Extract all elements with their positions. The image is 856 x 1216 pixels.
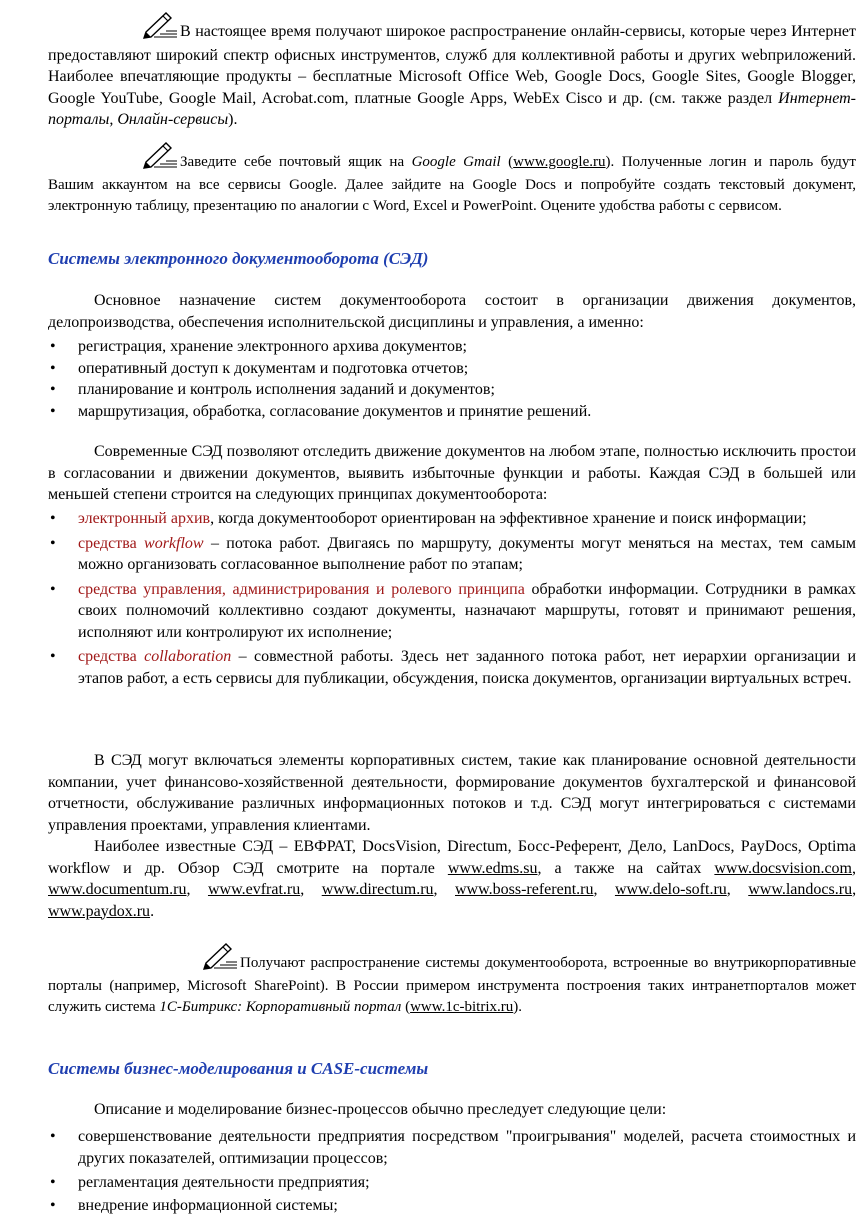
principle-term: средства [78, 535, 144, 552]
list-item-text: внедрение информационной системы; [78, 1197, 338, 1214]
bullet: • [50, 533, 56, 555]
bullet: • [50, 358, 56, 380]
paragraph-corporate-elements: В СЭД могут включаться элементы корпоративных систем, такие как планирование основной деятельности компании, учет финансово-хозяйственной деятельности, формирование документов бухгалтерской и финансовой отчетности, обслуживание различных информационных потоков и т.д. СЭД могут интегрироваться с системами управления проектами, управления клиентами. [48, 750, 856, 836]
link-paydox[interactable]: www.paydox.ru [48, 903, 150, 920]
principle-term: средства управления, администрирования и ролевого принципа [78, 581, 525, 598]
bullet: • [50, 336, 56, 358]
list-sed-functions [48, 336, 856, 422]
section-heading-business-modeling: Системы бизнес-моделирования и CASE-системы [48, 1059, 428, 1079]
principle-term-italic: workflow [144, 535, 204, 552]
list-item-text: регламентация деятельности предприятия; [78, 1174, 370, 1191]
list-item-text: – потока работ. Двигаясь по маршруту, документы могут меняться на местах, тем самым можно организовать согласованное выполнение работ по этапам; [78, 535, 856, 574]
list-item-text: , когда документооборот ориентирован на эффективное хранение и поиск информации; [210, 510, 807, 527]
pencil-note-icon [154, 941, 238, 976]
section-heading-sed: Системы электронного документооборота (СЭД) [48, 249, 428, 269]
separator: , [434, 881, 455, 898]
service-name: Google Gmail [412, 154, 501, 170]
list-item [48, 646, 856, 689]
link-edms[interactable]: www.edms.su [448, 860, 538, 877]
list-item-text: планирование и контроль исполнения заданий и документов; [78, 381, 495, 398]
link-bitrix[interactable]: www.1c-bitrix.ru [410, 999, 513, 1015]
paragraph-text: ). Полученные логин и пароль будут Вашим аккаунтом на все сервисы Google. Далее зайдите на Google Docs и попробуйте создать текстовый документ, электронную таблицу, презентацию по аналогии с Word, Excel и PowerPoint. Оцените удобства работы с сервисом. [48, 154, 856, 214]
list-item [48, 1126, 856, 1169]
period: . [150, 903, 154, 920]
list-item-text: оперативный доступ к документам и подготовка отчетов; [78, 360, 468, 377]
paren: ( [401, 999, 410, 1015]
pencil-note-icon [94, 140, 178, 175]
list-item [48, 579, 856, 644]
paragraph-gmail-task [48, 140, 856, 217]
paragraph-known-sed [48, 836, 856, 922]
list-item-text: маршрутизация, обработка, согласование документов и принятие решений. [78, 403, 591, 420]
paragraph-text: , а также на сайтах [537, 860, 714, 877]
separator: , [187, 881, 208, 898]
link-documentum[interactable]: www.documentum.ru [48, 881, 187, 898]
list-item [48, 533, 856, 576]
separator: , [593, 881, 614, 898]
separator: , [300, 881, 321, 898]
bullet: • [50, 1126, 56, 1148]
link-docsvision[interactable]: www.docsvision.com [714, 860, 852, 877]
paragraph-text: Заведите себе почтовый ящик на [180, 154, 412, 170]
paren: ( [501, 154, 513, 170]
paragraph-sed-purpose: Основное назначение систем документооборота состоит в организации движения документов, делопроизводства, обеспечения исполнительской дисциплины и управления, а именно: [48, 290, 856, 333]
bullet: • [50, 379, 56, 401]
paragraph-online-services [48, 10, 856, 131]
list-item [48, 1195, 856, 1216]
pencil-note-icon [94, 10, 178, 45]
list-modeling-goals [48, 1126, 856, 1216]
list-item-text: совершенствование деятельности предприятия посредством "проигрывания" моделей, расчета стоимостных и других показателей, оптимизации процессов; [78, 1128, 856, 1167]
paragraph-modern-sed: Современные СЭД позволяют отследить движение документов на любом этапе, полностью исключить простои в согласовании и движении документов, выявить избыточные функции и работы. Каждая СЭД в большей или меньшей степени строится на следующих принципах документооборота: [48, 441, 856, 506]
section-reference: Интернет-порталы, Онлайн-сервисы [48, 90, 856, 129]
principle-term: средства [78, 648, 144, 665]
link-google[interactable]: www.google.ru [513, 154, 605, 170]
list-item-text: – совместной работы. Здесь нет заданного потока работ, нет иерархии организации и этапов работ, а есть сервисы для публикации, обсуждения, поиска документов, организации виртуальных встреч. [78, 648, 856, 687]
list-item [48, 1172, 856, 1194]
bullet: • [50, 1195, 56, 1216]
link-boss-referent[interactable]: www.boss-referent.ru [455, 881, 593, 898]
link-directum[interactable]: www.directum.ru [322, 881, 434, 898]
list-item [48, 508, 856, 530]
bullet: • [50, 508, 56, 530]
bullet: • [50, 646, 56, 668]
list-item [48, 379, 856, 401]
list-sed-principles [48, 508, 856, 689]
paragraph-text: Наиболее известные СЭД – ЕВФРАТ, DocsVision, Directum, Босс-Референт, Дело, LanDocs, PayDocs, Optima workflow и др. Обзор СЭД смотрите на портале [48, 838, 856, 877]
paragraph-text: Получают распространение системы документооборота, встроенные во внутрикорпоративные порталы (например, Microsoft SharePoint). В России примером инструмента построения таких интранетпорталов может служить система [48, 955, 856, 1015]
list-item-text: регистрация, хранение электронного архива документов; [78, 338, 467, 355]
bullet: • [50, 579, 56, 601]
product-name: 1С-Битрикс: Корпоративный портал [159, 999, 401, 1015]
bullet: • [50, 401, 56, 423]
link-landocs[interactable]: www.landocs.ru [748, 881, 852, 898]
list-item [48, 401, 856, 423]
paragraph-portals [48, 941, 856, 1018]
list-item [48, 358, 856, 380]
list-item [48, 336, 856, 358]
principle-term-italic: collaboration [144, 648, 231, 665]
paragraph-text: ). [513, 999, 522, 1015]
list-item-text: обработки информации. Сотрудники в рамках своих полномочий коллективно создают документы, назначают маршруты, готовят и принимают решения, исполняют или контролируют их исполнение; [78, 581, 856, 641]
link-delo-soft[interactable]: www.delo-soft.ru [615, 881, 727, 898]
link-evfrat[interactable]: www.evfrat.ru [208, 881, 300, 898]
separator: , [852, 881, 856, 898]
principle-term: электронный архив [78, 510, 210, 527]
paragraph-modeling-goals: Описание и моделирование бизнес-процессов обычно преследует следующие цели: [48, 1099, 856, 1121]
separator: , [852, 860, 856, 877]
separator: , [727, 881, 748, 898]
paragraph-text: В настоящее время получают широкое распространение онлайн-сервисы, которые через Интернет предоставляют широкий спектр офисных инструментов, служб для коллективной работы и других webприложений. Наиболее впечатляющие продукты – бесплатные Microsoft Office Web, Google Docs, Google Sites, Google Blogger, Google YouTube, Google Mail, Acrobat.com, платные Google Apps, WebEx Cisco и др. (см. также раздел [48, 23, 856, 107]
paragraph-tail: ). [228, 111, 237, 128]
bullet: • [50, 1172, 56, 1194]
